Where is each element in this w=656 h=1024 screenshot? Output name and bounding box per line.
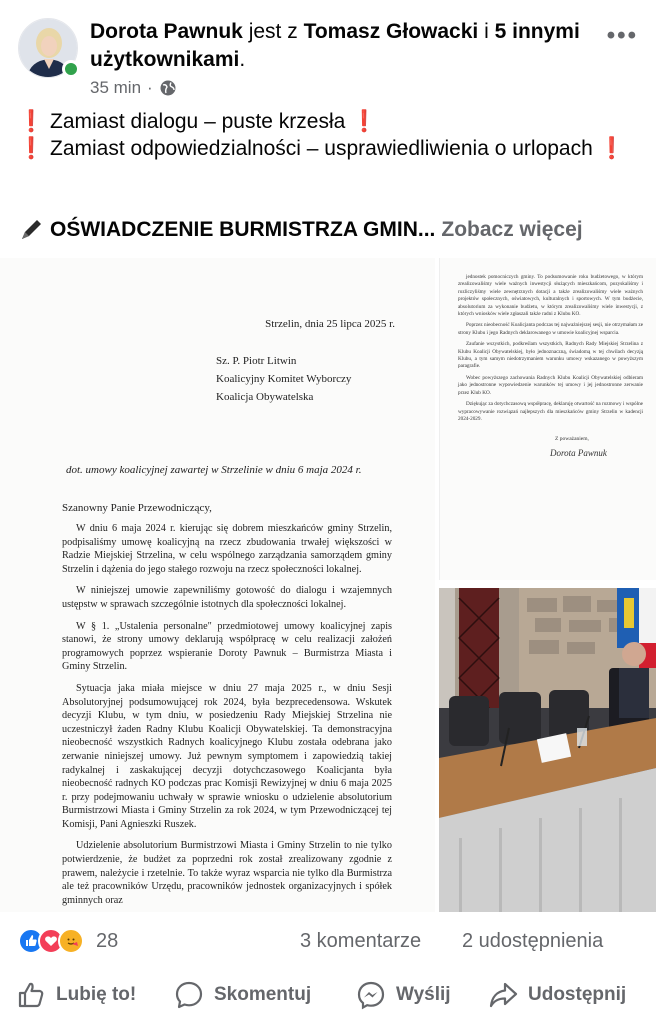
statement-text: OŚWIADCZENIE BURMISTRZA GMIN... bbox=[50, 218, 436, 241]
messenger-icon bbox=[356, 980, 386, 1010]
post-meta bbox=[90, 78, 177, 98]
doc-salutation: Szanowny Panie Przewodniczący, bbox=[62, 502, 212, 514]
doc-addressee-line: Sz. P. Piotr Litwin bbox=[216, 355, 297, 367]
share-button[interactable] bbox=[488, 980, 626, 1010]
post-line-1 bbox=[18, 108, 643, 135]
care-icon bbox=[58, 928, 84, 954]
comment-count[interactable]: 3 komentarze bbox=[300, 930, 422, 952]
like-label: Lubię to! bbox=[56, 984, 137, 1005]
doc-paragraph: W niniejszej umowie zapewniliśmy gotowość do dialogu i wzajemnych ustępstw w sprawach szczególnie istotnych dla społeczności lokalnej. bbox=[62, 585, 392, 610]
doc2-body bbox=[458, 274, 643, 427]
tagged-user[interactable]: Tomasz Głowacki bbox=[303, 20, 479, 43]
doc2-paragraph: Wobec powyższego zachowania Radnych Klubu Koalicji Obywatelskiej odbieram jako jednostronne wypowiedzenie warunków tej umowy i jej jednostronne zerwanie przez Klub KO. bbox=[458, 374, 643, 396]
period: . bbox=[239, 48, 246, 71]
doc2-paragraph: Dziękując za dotychczasową współpracę, deklaruję otwartość na rozmowy i wspólne wypracowywanie rozwiązań najlepszych dla mieszkańców gminy Strzelin w kadencji 2024-2029. bbox=[458, 401, 643, 422]
doc-paragraph: Sytuacja jaka miała miejsce w dniu 27 maja 2025 r., w dniu Sesji Absolutoryjnej podsumowującej rok 2024, była bezprecedensowa. Wskutek decyzji Klubu, w tym dniu, w posiedzeniu Rady Miejskiej Strzelina nie uczestniczył żaden Radny Klubu Koalicji Obywatelskiej. Ta demonstracyjna nieobecność wszystkich Radnych koalicyjnego Klubu została odebrana jako zerwanie niniejszej umowy. Już pewnym symptomem i zapowiedzią takiej radykalnej i zaskakującej decyzji dotychczasowego Koalicjanta była nieobecność radnych KO podczas prac Komisji Rewizyjnej w dniu 6 maja 2025 r. przy podejmowaniu uchwały w sprawie wniosku o udzielenie absolutorium Burmistrzowi Miasta i Gminy Strzelin za rok 2024, w tym Przewodniczącej tej Komisji, Pani Agnieszki Ruszek. bbox=[62, 682, 392, 830]
reaction-count[interactable]: 28 bbox=[96, 930, 119, 952]
share-icon bbox=[488, 980, 518, 1010]
share-label: Udostępnij bbox=[528, 984, 627, 1005]
post-line-2-text: Zamiast odpowiedzialności – usprawiedliwienia o urlopach bbox=[50, 137, 593, 160]
doc2-paragraph: Zaufanie wszystkich, podkreślam wszystkich, Radnych Rady Miejskiej Strzelina z Klubu Koalicji Obywatelskiej, było jednoznaczną, świadomą w tej chwilach decyzją Klubu, a tym samym niedotrzymaniem warunku umowy wskazanego w powyższym paragrafie. bbox=[458, 341, 643, 370]
council-room-photo[interactable] bbox=[439, 588, 656, 912]
doc-addressee-line: Koalicyjny Komitet Wyborczy bbox=[216, 373, 352, 385]
post-line-1-text: Zamiast dialogu – puste krzesła bbox=[50, 110, 346, 133]
doc2-paragraph: jednostek pomocniczych gminy. To podsumowanie roku budżetowego, w którym zrealizowaliśmy wiele ważnych inwestycji służących mieszkańcom, pozyskaliśmy i rozliczyliśmy wiele zewnętrznych dotacji a także zrealizowaliśmy wiele ważnych projektów społecznych, oświatowych, kulturalnych i sportowych. W tym budżecie, absolutorium za wykonanie budżetu, w którym zrealizowaliśmy wiele inwestycji, z których wniosków wiele zgłaszali także radni z Klubu KO. bbox=[458, 274, 643, 318]
post-line-2 bbox=[18, 135, 643, 162]
exclamation-icon: ❗ bbox=[18, 137, 45, 160]
council-room-illustration bbox=[439, 588, 656, 912]
others-connector: i bbox=[484, 20, 489, 43]
post-actions bbox=[0, 968, 656, 1024]
exclamation-icon: ❗ bbox=[351, 110, 378, 133]
exclamation-icon: ❗ bbox=[18, 110, 45, 133]
reactions-bar bbox=[0, 922, 656, 962]
doc-paragraph: Udzielenie absolutorium Burmistrzowi Miasta i Gminy Strzelin to nie tylko potwierdzenie, że budżet za poprzedni rok został zrealizowany zgodnie z prawem, należycie i rzetelnie. To także wyraz wsparcia nie tylko dla Burmistrza ale też pracowników Urzędu, pracowników jednostek organizacyjnych i spółek gminnych oraz bbox=[62, 840, 392, 906]
send-label: Wyślij bbox=[396, 984, 451, 1005]
share-count[interactable]: 2 udostępnienia bbox=[462, 930, 604, 952]
with-word: jest z bbox=[248, 20, 298, 43]
meta-dot: · bbox=[147, 78, 153, 97]
comment-label: Skomentuj bbox=[214, 984, 312, 1005]
doc-addressee-line: Koalicja Obywatelska bbox=[216, 391, 314, 403]
doc-date: Strzelin, dnia 25 lipca 2025 r. bbox=[265, 318, 395, 330]
doc2-greeting: Z poważaniem, bbox=[555, 436, 589, 442]
doc-paragraph: W § 1. „Ustalenia personalne" przedmiotowej umowy koalicyjnej zapis stanowi, że strony umowy deklarują współpracę w celu realizacji założeń programowych poprzez wspieranie Doroty Pawnuk – Burmistrza Miasta i Gminy Strzelin. bbox=[62, 620, 392, 673]
comment-icon bbox=[174, 980, 204, 1010]
avatar-wrapper[interactable] bbox=[18, 18, 78, 78]
exclamation-icon: ❗ bbox=[598, 137, 625, 160]
comment-button[interactable] bbox=[174, 980, 311, 1010]
thumbs-up-icon bbox=[16, 980, 46, 1010]
post-header bbox=[0, 0, 656, 110]
send-button[interactable] bbox=[356, 980, 451, 1010]
globe-icon bbox=[159, 79, 177, 97]
document-image-main[interactable] bbox=[0, 258, 435, 912]
post-time[interactable]: 35 min bbox=[90, 78, 142, 97]
see-more-link[interactable]: Zobacz więcej bbox=[441, 218, 583, 241]
online-status-dot bbox=[62, 60, 80, 78]
doc2-paragraph: Poprzez nieobecność Koalicjanta podczas tej najważniejszej sesji, nie otrzymałam ze strony Klubu i jego Radnych deklarowanego w umowie koalicyjnej wsparcia. bbox=[458, 322, 643, 336]
doc-addressee bbox=[216, 352, 351, 406]
statement-line bbox=[18, 216, 648, 244]
pen-icon bbox=[18, 217, 44, 243]
more-options-button[interactable]: ••• bbox=[606, 22, 638, 49]
doc-paragraph: W dniu 6 maja 2024 r. kierując się dobrem mieszkańców gminy Strzelin, podpisaliśmy umowę koalicyjną na rzecz zbudowania trwałej większości w Radzie Miejskiej Strzelina, w celu wspólnego zarządzania samorządem gminy Strzelin i dążenia do jego stałego rozwoju na rzecz społeczności lokalnej. bbox=[62, 523, 392, 575]
media-grid bbox=[0, 258, 656, 912]
document-image-page-2[interactable] bbox=[439, 258, 656, 580]
doc2-signature: Dorota Pawnuk bbox=[550, 448, 607, 458]
author-line bbox=[90, 18, 590, 74]
doc-body bbox=[62, 522, 392, 912]
doc-subject: dot. umowy koalicyjnej zawartej w Strzelinie w dniu 6 maja 2024 r. bbox=[66, 464, 362, 476]
post-text bbox=[18, 108, 643, 162]
author-name[interactable]: Dorota Pawnuk bbox=[90, 20, 243, 43]
reaction-icons[interactable] bbox=[18, 928, 78, 954]
like-button[interactable] bbox=[16, 980, 136, 1010]
others-link[interactable]: 5 innymi użytkownikami bbox=[90, 20, 580, 71]
